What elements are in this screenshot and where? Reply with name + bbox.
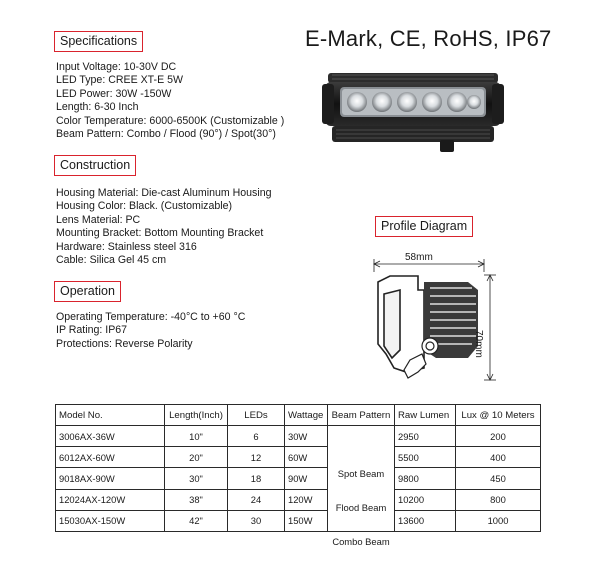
header-raw-lumen: Raw Lumen: [395, 405, 456, 426]
length-cell: 10": [165, 426, 228, 447]
construction-line: Housing Material: Die-cast Aluminum Housing: [56, 187, 272, 199]
wattage-cell: 60W: [285, 447, 328, 468]
leds-cell: 24: [228, 489, 285, 510]
leds-cell: 6: [228, 426, 285, 447]
construction-line: Hardware: Stainless steel 316: [56, 240, 197, 253]
operation-line: IP Rating: IP67: [56, 324, 128, 337]
specifications-heading: Specifications: [54, 31, 143, 52]
header-wattage: Wattage: [285, 405, 328, 426]
header-leds: LEDs: [228, 405, 285, 426]
certifications-title: E-Mark, CE, RoHS, IP67: [305, 26, 552, 51]
table-row: [56, 489, 541, 510]
beam-pattern-cell: [328, 426, 395, 547]
operation-heading: Operation: [54, 281, 121, 302]
construction-line: Lens Material: PC: [56, 213, 141, 226]
wattage-cell: 150W: [285, 510, 328, 531]
lumen-cell: 5500: [395, 447, 456, 468]
wattage-cell: 30W: [285, 426, 328, 447]
wattage-cell: 120W: [285, 489, 328, 510]
table-header-row: [56, 405, 541, 426]
specifications-list: [56, 61, 284, 141]
length-cell: 42": [165, 510, 228, 531]
leds-cell: 18: [228, 468, 285, 489]
profile-diagram: [360, 250, 510, 390]
construction-list: [56, 187, 272, 267]
header-model: Model No.: [56, 405, 165, 426]
table-row: [56, 510, 541, 531]
spec-line: Color Temperature: 6000-6500K (Customizable ): [56, 114, 285, 127]
construction-heading: Construction: [54, 155, 136, 176]
lumen-cell: 10200: [395, 489, 456, 510]
operation-list: [56, 311, 245, 351]
length-cell: 38": [165, 489, 228, 510]
lux-cell: 200: [456, 426, 541, 447]
spec-line: LED Type: CREE XT-E 5W: [56, 74, 183, 87]
lumen-cell: 13600: [395, 510, 456, 531]
construction-line: Cable: Silica Gel 45 cm: [56, 254, 167, 267]
wattage-cell: 90W: [285, 468, 328, 489]
table-row: [56, 447, 541, 468]
model-cell: 9018AX-90W: [56, 468, 165, 489]
construction-line: Mounting Bracket: Bottom Mounting Bracket: [56, 227, 264, 240]
lumen-cell: 9800: [395, 468, 456, 489]
length-cell: 20": [165, 447, 228, 468]
table-row: [56, 468, 541, 489]
leds-cell: 30: [228, 510, 285, 531]
lux-cell: 400: [456, 447, 541, 468]
length-cell: 30": [165, 468, 228, 489]
model-cell: 12024AX-120W: [56, 489, 165, 510]
beam-spot: Spot Beam: [337, 468, 385, 479]
operation-line: Protections: Reverse Polarity: [56, 337, 193, 350]
construction-line: Housing Color: Black. (Customizable): [56, 200, 233, 213]
header-length: Length(Inch): [165, 405, 228, 426]
leds-cell: 12: [228, 447, 285, 468]
spec-line: Beam Pattern: Combo / Flood (90°) / Spot(30°): [56, 128, 276, 141]
spec-line: LED Power: 30W -150W: [56, 87, 172, 100]
table-row: [56, 426, 541, 447]
beam-flood: Flood Beam: [335, 502, 387, 513]
lux-cell: 1000: [456, 510, 541, 531]
light-bar-image: [322, 70, 504, 156]
profile-width-label: 58mm: [405, 252, 433, 263]
spec-line: Input Voltage: 10-30V DC: [56, 61, 177, 73]
beam-combo: Combo Beam: [332, 536, 390, 547]
lumen-cell: 2950: [395, 426, 456, 447]
model-spec-table: [55, 404, 541, 547]
lux-cell: 800: [456, 489, 541, 510]
model-cell: 6012AX-60W: [56, 447, 165, 468]
lux-cell: 450: [456, 468, 541, 489]
header-lux: Lux @ 10 Meters: [456, 405, 541, 426]
spec-line: Length: 6-30 Inch: [56, 101, 139, 114]
profile-height-label: 70mm: [473, 330, 484, 358]
profile-diagram-heading: Profile Diagram: [375, 216, 473, 237]
operation-line: Operating Temperature: -40°C to +60 °C: [56, 311, 246, 323]
model-cell: 15030AX-150W: [56, 510, 165, 531]
model-cell: 3006AX-36W: [56, 426, 165, 447]
height-dimension: [484, 275, 496, 380]
header-beam-pattern: Beam Pattern: [328, 405, 395, 426]
